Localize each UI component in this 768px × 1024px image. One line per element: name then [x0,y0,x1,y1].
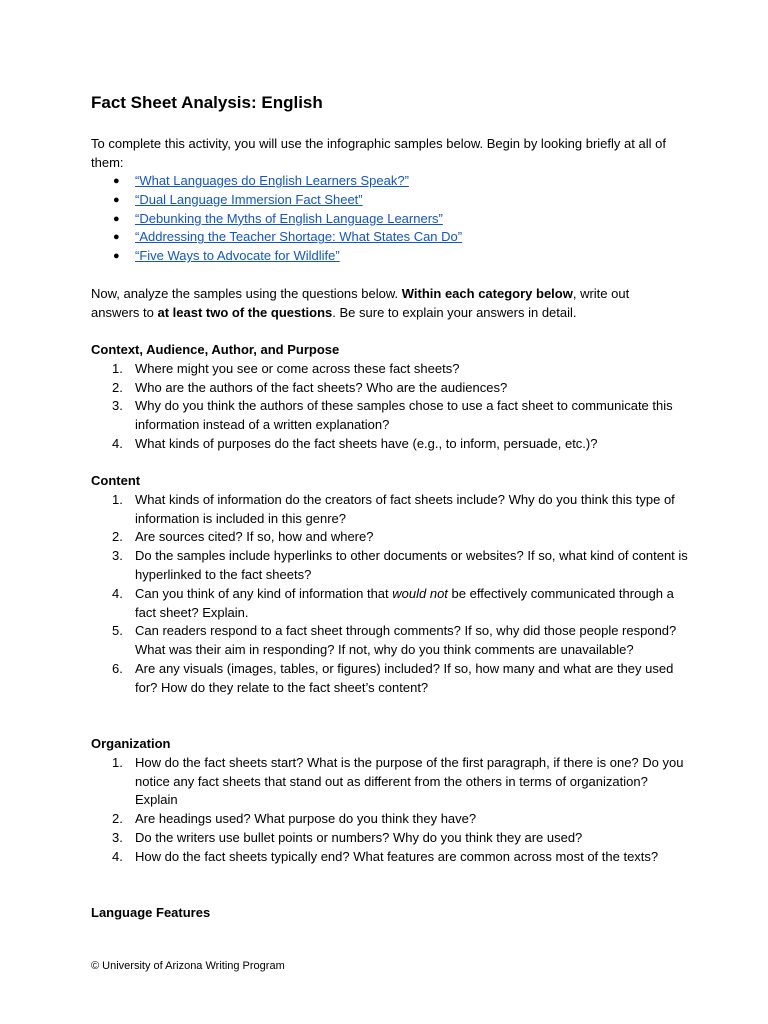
bullet-icon: ● [113,250,120,263]
item-number: 4. [112,585,123,601]
section-organization [91,735,691,867]
question-item [91,435,691,454]
question-text: Where might you see or come across these fact sheets? [135,360,460,376]
list-item [91,228,462,247]
section-heading: Context, Audience, Author, and Purpose [91,342,340,357]
bullet-icon: ● [113,175,120,187]
question-item [91,754,691,810]
link-advocate-wildlife[interactable]: “Five Ways to Advocate for Wildlife” [135,248,340,264]
question-text: Are headings used? What purpose do you think they have? [135,811,477,827]
item-number: 3. [112,398,123,414]
item-number: 2. [112,379,123,395]
bullet-icon: ● [113,231,120,244]
question-list [91,491,691,698]
question-text: How do the fact sheets typically end? What features are common across most of the texts? [135,848,659,864]
question-item [91,360,691,379]
question-item [91,379,691,398]
item-number: 2. [112,811,123,827]
item-number: 2. [112,529,123,545]
question-text: Are sources cited? If so, how and where? [135,529,374,545]
question-item [91,528,691,547]
item-number: 4. [112,435,123,451]
item-number: 4. [112,848,123,864]
list-item [91,191,462,210]
instructions-text: Now, analyze the samples using the questions below. [91,286,402,301]
question-item [91,660,691,698]
item-number: 1. [112,360,123,376]
instructions-text: , write out answers to [91,286,630,320]
section-heading: Organization [91,736,171,751]
question-text: Do the writers use bullet points or numbers? Why do you think they are used? [135,829,583,845]
question-list [91,754,691,867]
sample-links-list [91,172,462,266]
question-item [91,829,691,848]
link-english-learners[interactable]: “What Languages do English Learners Speak?” [135,173,409,188]
section-language-features [91,904,691,923]
item-number: 1. [112,491,123,507]
question-item [91,622,691,660]
section-heading: Content [91,473,141,488]
item-number: 3. [112,829,123,845]
question-item [91,491,691,529]
instructions-text: . Be sure to explain your answers in detail. [332,304,577,320]
bullet-icon: ● [113,193,120,206]
question-item [91,848,691,867]
question-text: be effectively communicated through a fact sheet? Explain. [135,585,674,620]
list-item [91,172,462,191]
page-title: Fact Sheet Analysis: English [91,93,323,112]
item-number: 5. [112,623,123,639]
instructions-paragraph [91,285,681,323]
question-item [91,547,691,585]
question-text: What kinds of purposes do the fact sheets have (e.g., to inform, persuade, etc.)? [135,435,598,451]
question-item [91,585,691,623]
link-debunking-myths[interactable]: “Debunking the Myths of English Language Learners” [135,210,443,226]
question-item [91,810,691,829]
link-dual-language[interactable]: “Dual Language Immersion Fact Sheet” [135,191,363,207]
section-content [91,472,691,698]
list-item [91,210,462,229]
instructions-emphasis: at least two of the questions [157,304,333,320]
question-text: Can you think of any kind of information that [135,585,393,601]
question-text: Can readers respond to a fact sheet through comments? If so, why did those people respond? What was their aim in responding? If not, why do you think comments are unavailable? [135,623,677,658]
bullet-icon: ● [113,212,120,225]
footer-copyright: © University of Arizona Writing Program [91,960,285,972]
question-text: What kinds of information do the creators of fact sheets include? Why do you think this type of information is included in this genre? [135,491,675,526]
question-text: Are any visuals (images, tables, or figures) included? If so, how many and what are they used for? How do they relate to the fact sheet’s content? [135,660,674,695]
question-text: Why do you think the authors of these samples chose to use a fact sheet to communicate this information instead of a written explanation? [135,398,673,433]
section-context [91,341,691,454]
list-item [91,247,462,266]
item-number: 3. [112,548,123,564]
question-text: How do the fact sheets start? What is the purpose of the first paragraph, if there is one? Do you notice any fact sheets that stand out as different from the others in terms of organization? Explain [135,754,684,808]
instructions-emphasis: Within each category below [401,286,573,301]
item-number: 6. [112,660,123,676]
question-emphasis: would not [392,585,448,601]
item-number: 1. [112,754,123,770]
question-item [91,397,691,435]
section-heading: Language Features [91,905,211,920]
link-teacher-shortage[interactable]: “Addressing the Teacher Shortage: What States Can Do” [135,229,463,245]
question-text: Do the samples include hyperlinks to other documents or websites? If so, what kind of content is hyperlinked to the fact sheets? [135,548,688,582]
intro-paragraph: To complete this activity, you will use the infographic samples below. Begin by looking briefly at all of them: [91,136,666,170]
question-text: Who are the authors of the fact sheets? Who are the audiences? [135,379,508,395]
question-list [91,360,691,454]
